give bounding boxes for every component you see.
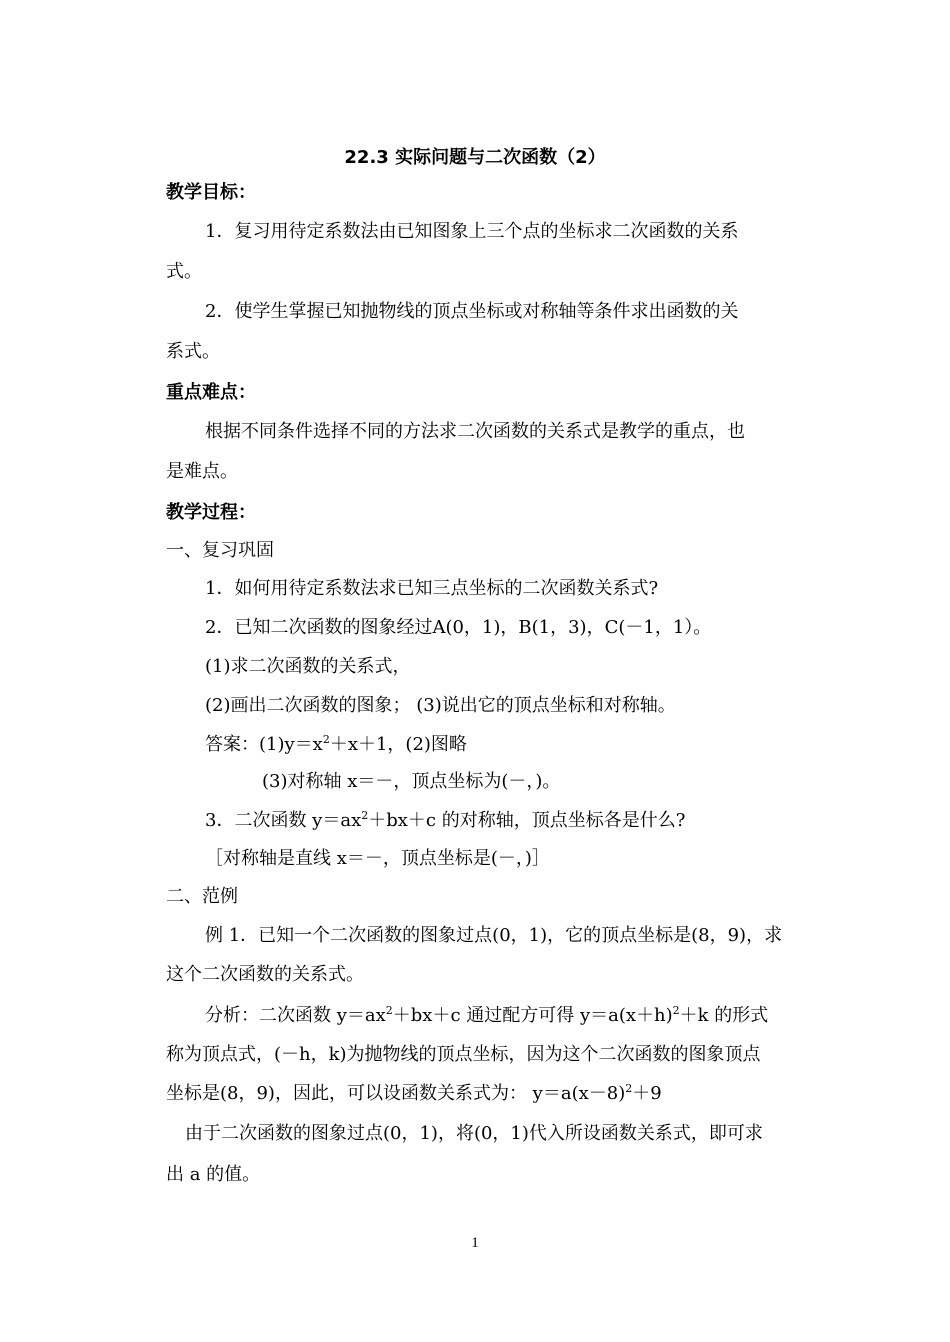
analysis-line-5: 出 a 的值。 [166,1164,261,1185]
analysis-text-a: 分析：二次函数 y＝ax [205,1005,386,1026]
question-3-text-a: 3．二次函数 y＝ax [205,810,362,831]
analysis-text-b: ＋bx＋c 通过配方可得 y＝a(x＋h) [392,1005,673,1026]
question-3-text-b: ＋bx＋c 的对称轴，顶点坐标各是什么? [368,810,686,831]
question-3 [205,809,685,833]
analysis-text-c: ＋k 的形式 [679,1005,769,1026]
objective-1-line-1: 1．复习用待定系数法由已知图象上三个点的坐标求二次函数的关系 [205,221,739,242]
section-examples: 二、范例 [166,886,238,907]
question-2: 2．已知二次函数的图象经过A(0，1)，B(1，3)，C(－1，1）。 [205,617,712,638]
exponent: 2 [385,1004,393,1017]
process-heading: 教学过程： [166,502,256,523]
objectives-heading: 教学目标： [166,182,256,203]
question-2-parts-2-3: (2)画出二次函数的图象； (3)说出它的顶点坐标和对称轴。 [205,695,676,716]
objective-2-line-2: 系式。 [166,341,220,362]
question-2-part-1: (1)求二次函数的关系式， [205,656,411,677]
page-number: 1 [471,1235,479,1251]
exponent: 2 [322,733,330,746]
page-title: 22.3 实际问题与二次函数（2） [344,147,606,168]
answer-line-2: (3)对称轴 x＝－，顶点坐标为(－，)。 [262,771,561,792]
analysis-line-3 [166,1082,662,1106]
exponent: 2 [672,1004,680,1017]
answer-text-a: 答案：(1)y＝x [205,734,323,755]
question-1: 1．如何用待定系数法求已知三点坐标的二次函数关系式? [205,578,659,599]
answer-text-b: ＋x＋1，(2)图略 [329,734,467,755]
analysis-text-d: 坐标是(8，9)，因此，可以设函数关系式为： y＝a(x－8) [166,1083,626,1104]
exponent: 2 [361,809,369,822]
analysis-line-1 [205,1004,768,1028]
section-review: 一、复习巩固 [166,540,274,561]
exponent: 2 [625,1082,633,1095]
objective-1-line-2: 式。 [166,261,202,282]
analysis-line-4: 由于二次函数的图象过点(0，1)，将(0，1)代入所设函数关系式，即可求 [185,1123,763,1144]
example-1-line-2: 这个二次函数的关系式。 [166,964,364,985]
key-points-heading: 重点难点： [166,382,256,403]
question-3-answer: ［对称轴是直线 x＝－，顶点坐标是(－，)］ [205,848,550,869]
analysis-line-2: 称为顶点式，(－h，k)为抛物线的顶点坐标，因为这个二次函数的图象顶点 [166,1044,761,1065]
key-points-line-2: 是难点。 [166,461,238,482]
key-points-line-1: 根据不同条件选择不同的方法求二次函数的关系式是教学的重点，也 [205,421,745,442]
example-1-line-1: 例 1．已知一个二次函数的图象过点(0，1)，它的顶点坐标是(8，9)，求 [205,925,783,946]
analysis-text-e: ＋9 [632,1083,662,1104]
objective-2-line-1: 2．使学生掌握已知抛物线的顶点坐标或对称轴等条件求出函数的关 [205,301,739,322]
answer-line-1 [205,733,467,757]
